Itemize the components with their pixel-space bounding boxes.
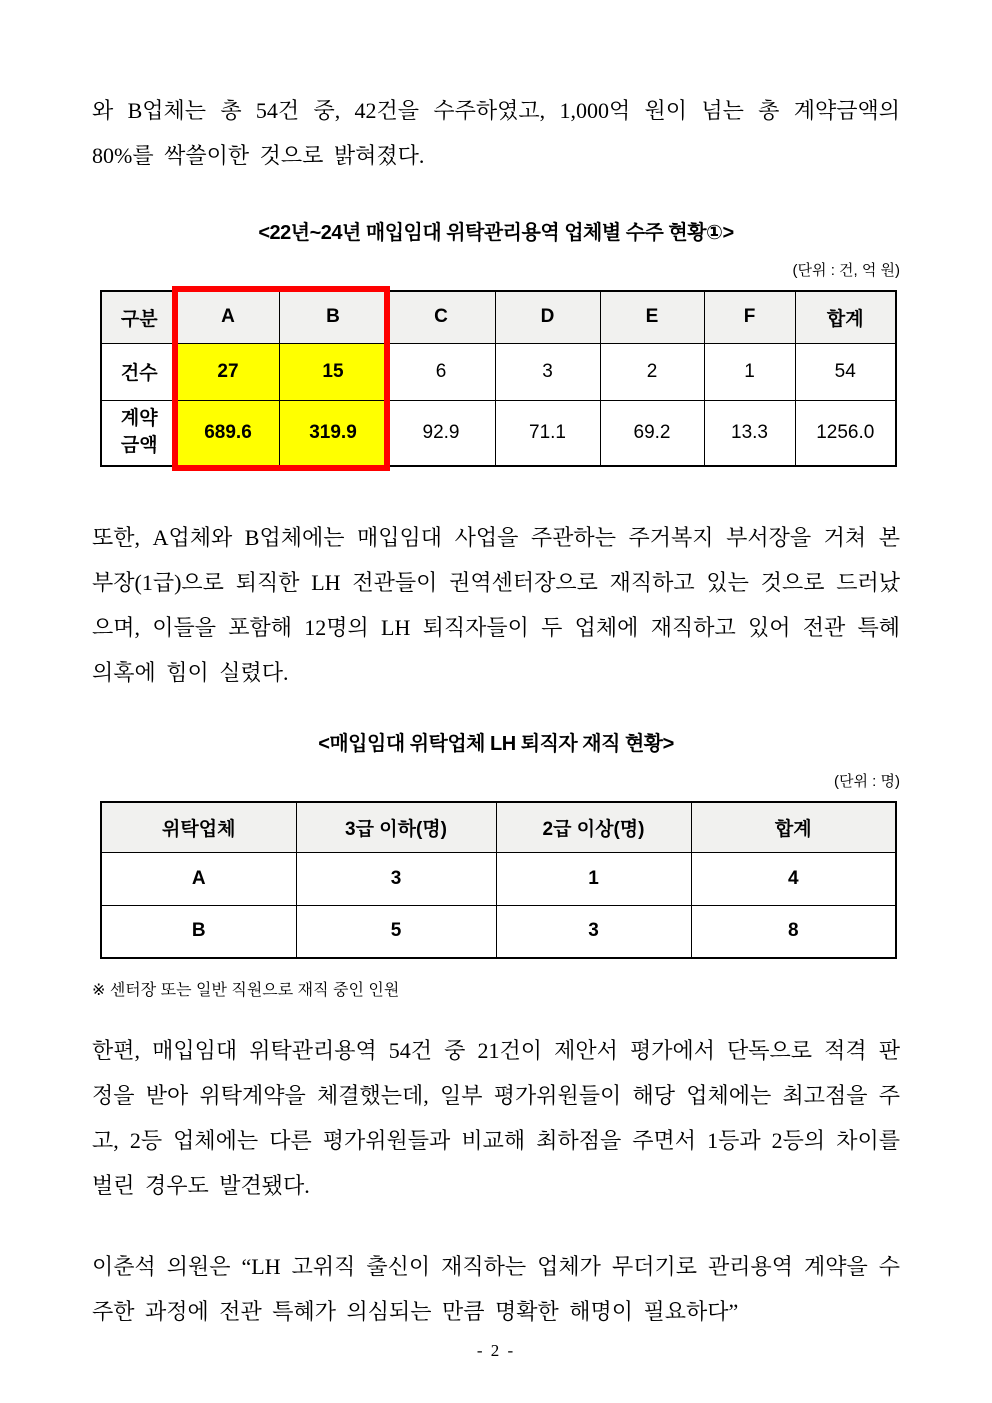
- cell-amount-f: 13.3: [704, 400, 795, 466]
- cell-count-b: 15: [279, 343, 387, 400]
- table1-col-gubun: 구분: [101, 291, 177, 343]
- table1-title: <22년~24년 매입임대 위탁관리용역 업체별 수주 현황①>: [258, 222, 734, 244]
- cell-count-e: 2: [600, 343, 704, 400]
- cell-count-total: 54: [795, 343, 896, 400]
- lh-retiree-table: [100, 801, 897, 959]
- cell-amount-b: 319.9: [279, 400, 387, 466]
- table1-col-total: 합계: [795, 291, 896, 343]
- table2-title: <매입임대 위탁업체 LH 퇴직자 재직 현황>: [318, 733, 674, 755]
- table2-col-grade3: 3급 이하(명): [296, 802, 496, 852]
- page-number: - 2 -: [476, 1341, 516, 1360]
- cell-company-b: B: [101, 905, 296, 958]
- cell-amount-a: 689.6: [177, 400, 279, 466]
- procurement-status-table: [100, 290, 897, 467]
- cell-company-a: A: [101, 852, 296, 905]
- table1-col-f: F: [704, 291, 795, 343]
- cell-count-c: 6: [387, 343, 495, 400]
- table2-header-row: [101, 802, 896, 852]
- table2-unit-note: (단위 : 명): [834, 773, 900, 790]
- table1-col-b: B: [279, 291, 387, 343]
- table1-header-row: [101, 291, 896, 343]
- cell-a-grade2: 1: [496, 852, 691, 905]
- row-label-amount: [101, 400, 177, 466]
- table1-col-e: E: [600, 291, 704, 343]
- table2-col-total: 합계: [691, 802, 896, 852]
- paragraph-quote: 이춘석 의원은 “LH 고위직 출신이 재직하는 업체가 무더기로 관리용역 계약을 수주한 과정에 전관 특혜가 의심되는 만큼 명확한 해명이 필요하다”: [92, 1254, 900, 1324]
- row-label-count: 건수: [101, 343, 177, 400]
- cell-amount-c: 92.9: [387, 400, 495, 466]
- cell-count-a: 27: [177, 343, 279, 400]
- table2-row-b: [101, 905, 896, 958]
- cell-a-grade3: 3: [296, 852, 496, 905]
- paragraph-evaluation: 한편, 매입임대 위탁관리용역 54건 중 21건이 제안서 평가에서 단독으로 적격 판정을 받아 위탁계약을 체결했는데, 일부 평가위원들이 해당 업체에는 최고점을 주고, 2등 업체에는 다른 평가위원들과 비교해 최하점을 주면서 1등과 2등의 차이를 벌린 경우도 발견됐다.: [92, 1038, 900, 1198]
- table1-row-count: [101, 343, 896, 400]
- paragraph-lh-retirees: 또한, A업체와 B업체에는 매입임대 사업을 주관하는 주거복지 부서장을 거쳐 본부장(1급)으로 퇴직한 LH 전관들이 권역센터장으로 재직하고 있는 것으로 드러났으며, 이들을 포함해 12명의 LH 퇴직자들이 두 업체에 재직하고 있어 전관 특혜 의혹에 힘이 실렸다.: [92, 525, 900, 685]
- cell-b-grade3: 5: [296, 905, 496, 958]
- table1-row-amount: [101, 400, 896, 466]
- cell-amount-e: 69.2: [600, 400, 704, 466]
- cell-count-d: 3: [495, 343, 600, 400]
- cell-a-total: 4: [691, 852, 896, 905]
- table2-col-grade2: 2급 이상(명): [496, 802, 691, 852]
- table2-row-a: [101, 852, 896, 905]
- paragraph-contract-share: 와 B업체는 총 54건 중, 42건을 수주하였고, 1,000억 원이 넘는 총 계약금액의 80%를 싹쓸이한 것으로 밝혀졌다.: [92, 98, 900, 168]
- table1-wrapper: [100, 290, 895, 467]
- cell-count-f: 1: [704, 343, 795, 400]
- table1-col-a: A: [177, 291, 279, 343]
- table1-unit-note: (단위 : 건, 억 원): [792, 262, 900, 279]
- table1-col-d: D: [495, 291, 600, 343]
- cell-amount-total: 1256.0: [795, 400, 896, 466]
- table2-wrapper: [100, 801, 895, 959]
- table1-col-c: C: [387, 291, 495, 343]
- cell-b-total: 8: [691, 905, 896, 958]
- row-label-amount-text: 계약금액: [120, 408, 158, 456]
- cell-amount-d: 71.1: [495, 400, 600, 466]
- table2-col-company: 위탁업체: [101, 802, 296, 852]
- cell-b-grade2: 3: [496, 905, 691, 958]
- table2-footnote: ※ 센터장 또는 일반 직원으로 재직 중인 인원: [92, 982, 400, 999]
